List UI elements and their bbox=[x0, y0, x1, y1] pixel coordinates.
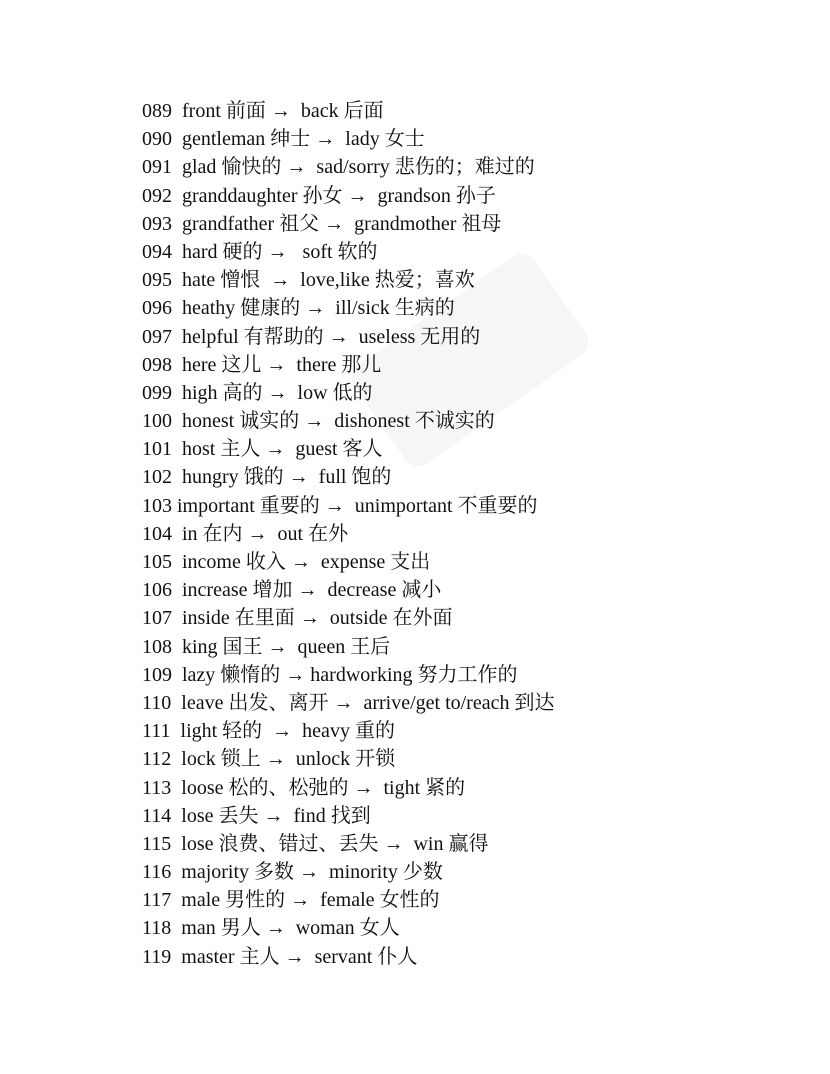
list-item: 102 hungry 饿的 → full 饱的 bbox=[142, 466, 392, 489]
list-item: 089 front 前面 → back 后面 bbox=[142, 100, 384, 122]
list-item: 098 here 这儿 → there 那儿 bbox=[142, 353, 382, 376]
list-item: 100 honest 诚实的 → dishonest 不诚实的 bbox=[142, 410, 495, 433]
list-item: 105 income 收入 → expense 支出 bbox=[142, 551, 431, 573]
list-item: 097 helpful 有帮助的 → useless 无用的 bbox=[142, 325, 481, 348]
list-item: 104 in 在内 → out 在外 bbox=[142, 522, 349, 545]
list-item: 114 lose 丢失 → find 找到 bbox=[142, 804, 371, 827]
list-item: 118 man 男人 → woman 女人 bbox=[142, 917, 400, 940]
list-item: 116 majority 多数 → minority 少数 bbox=[142, 861, 443, 884]
word-pair-list bbox=[142, 97, 554, 971]
list-item: 119 master 主人 → servant 仆人 bbox=[142, 945, 418, 968]
list-item: 091 glad 愉快的 → sad/sorry 悲伤的；难过的 bbox=[142, 156, 535, 179]
list-item: 095 hate 憎恨 → love,like 热爱；喜欢 bbox=[142, 269, 475, 292]
list-item: 108 king 国王 → queen 王后 bbox=[142, 635, 391, 658]
list-item: 092 granddaughter 孙女 → grandson 孙子 bbox=[142, 184, 496, 207]
list-item: 109 lazy 懒惰的 → hardworking 努力工作的 bbox=[142, 663, 518, 686]
list-item: 101 host 主人 → guest 客人 bbox=[142, 438, 383, 461]
list-item: 106 increase 增加 → decrease 减小 bbox=[142, 579, 442, 602]
list-item: 117 male 男性的 → female 女性的 bbox=[142, 889, 440, 912]
list-item: 094 hard 硬的 → soft 软的 bbox=[142, 240, 378, 263]
list-item: 112 lock 锁上 → unlock 开锁 bbox=[142, 748, 396, 771]
list-item: 103 important 重要的 → unimportant 不重要的 bbox=[142, 494, 538, 517]
list-item: 099 high 高的 → low 低的 bbox=[142, 381, 373, 404]
list-item: 110 leave 出发、离开 → arrive/get to/reach 到达 bbox=[142, 691, 555, 714]
list-item: 093 grandfather 祖父 → grandmother 祖母 bbox=[142, 212, 502, 235]
list-item: 113 loose 松的、松弛的 → tight 紧的 bbox=[142, 776, 466, 799]
list-item: 115 lose 浪费、错过、丢失 → win 赢得 bbox=[142, 832, 489, 855]
list-item: 111 light 轻的 → heavy 重的 bbox=[142, 720, 395, 743]
list-item: 096 heathy 健康的 → ill/sick 生病的 bbox=[142, 297, 455, 320]
list-item: 090 gentleman 绅士 → lady 女士 bbox=[142, 128, 425, 151]
list-item: 107 inside 在里面 → outside 在外面 bbox=[142, 607, 453, 630]
